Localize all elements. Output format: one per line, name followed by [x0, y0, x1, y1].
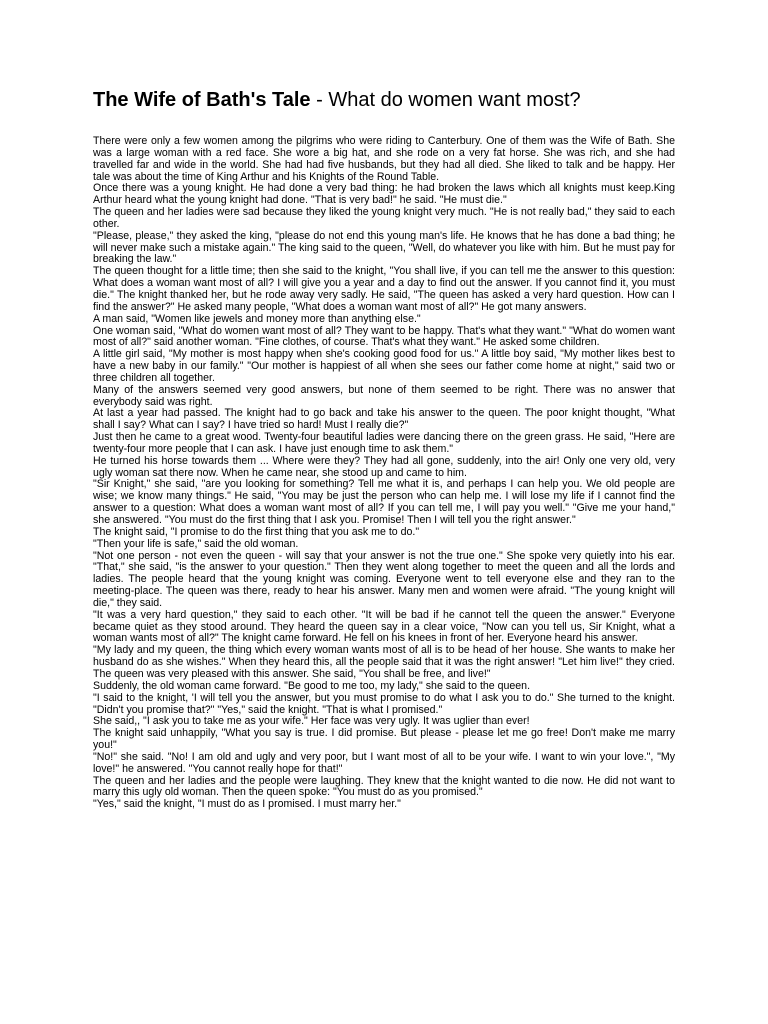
- paragraph: "Then your life is safe," said the old woman.: [93, 537, 299, 550]
- title-subtitle: - What do women want most?: [310, 89, 581, 111]
- story-body: [93, 136, 675, 811]
- paragraph: "It was a very hard question," they said to each other. "It will be bad if he cannot tell the queen the answer." Everyone became quiet as they stood around. They heard the queen say in a clear voice, "Now can you tell us, Sir Knight, what a woman wants most of all?" The knight came forward. He fell on his knees in front of her. Everyone heard his answer.: [93, 608, 675, 645]
- paragraph: Just then he came to a great wood. Twenty-four beautiful ladies were dancing there on the green grass. He said, "Here are twenty-four more people that I can ask. I have just enough time to ask them.": [93, 431, 675, 455]
- paragraph: A little girl said, "My mother is most happy when she's cooking good food for us." A little boy said, "My mother likes best to have a new baby in our family." "Our mother is happiest of all when she sees our father come home at night," said two or three children all together.: [93, 348, 675, 384]
- paragraph: "My lady and my queen, the thing which every woman wants most of all is to be head of her house. She wants to make her husband do as she wishes." When they heard this, all the people said that it was the right answer! "Let him live!" they cried. The queen was very pleased with this answer. She said, "You shall be free, and live!": [93, 644, 675, 680]
- paragraph: There were only a few women among the pilgrims who were riding to Canterbury. One of them was the Wife of Bath. She was a large woman with a red face. She wore a big hat, and she rode on a very fat horse. She was rich, and she had travelled far and wide in the world. She had had five husbands, but they had all died. She liked to talk and be happy. Her tale was about the time of King Arthur and his Knights of the Round Table.: [93, 135, 675, 183]
- paragraph: "Sir Knight," she said, "are you looking for something? Tell me what it is, and perhaps I can help you. We old people are wise; we know many things." He said, "You may be just the person who can help me. I will lose my life if I cannot find the answer to a question: What does a woman want most of all? If you can tell me, I will pay you well." "Give me your hand," she answered. "You must do the first thing that I ask you. Promise! Then I will tell you the right answer.": [93, 478, 675, 526]
- paragraph: The queen and her ladies were sad because they liked the young knight very much. "He is not really bad," they said to each other.: [93, 206, 675, 230]
- paragraph: He turned his horse towards them ... Where were they? They had all gone, suddenly, into the air! Only one very old, very ugly woman sat there now. When he came near, she stood up and came to him.: [93, 454, 675, 479]
- paragraph: "Yes," said the knight, "I must do as I promised. I must marry her.": [93, 798, 401, 811]
- paragraph: Suddenly, the old woman came forward. "Be good to me too, my lady," she said to the queen.: [93, 679, 531, 692]
- paragraph: The queen and her ladies and the people were laughing. They knew that the knight wanted to die now. He did not want to marry this ugly old woman. Then the queen spoke: "You must do as you promised.": [93, 774, 675, 799]
- paragraph: The knight said unhappily, "What you say is true. I did promise. But please - please let me go free! Don't make me marry you!": [93, 727, 675, 752]
- paragraph: At last a year had passed. The knight had to go back and take his answer to the queen. The poor knight thought, "What shall I say? What can I say? I have tried so hard! Must I really die?": [93, 407, 675, 432]
- paragraph: "No!" she said. "No! I am old and ugly and very poor, but I want most of all to be your wife. I want to win your love.", "My love!" he answered. "You cannot really hope for that!": [93, 750, 675, 775]
- paragraph: "I said to the knight, 'I will tell you the answer, but you must promise to do what I ask you to do." She turned to the knight. "Didn't you promise that?" "Yes," said the knight. "That is what I promised.": [93, 691, 675, 716]
- page-title: [93, 86, 675, 114]
- paragraph: Many of the answers seemed very good answers, but none of them seemed to be right. There was no answer that everybody said was right.: [93, 383, 675, 408]
- paragraph: The knight said, "I promise to do the first thing that you ask me to do.": [93, 525, 420, 538]
- paragraph: "Not one person - not even the queen - will say that your answer is not the true one." She spoke very quietly into his ear. "That," she said, "is the answer to your question." Then they went along together to meet the queen and all the lords and ladies. The people heard that the young knight was coming. Everyone went to tell everyone else and they ran to the meeting-place. The queen was there, ready to hear his answer. Many men and women were afraid. "The young knight will die," they said.: [93, 549, 675, 609]
- paragraph: "Please, please," they asked the king, "please do not end this young man's life. He knows that he has done a bad thing; he will never make such a mistake again." The king said to the queen, "Well, do whatever you like with him. But he must pay for breaking the law.": [93, 229, 675, 266]
- document-page: [93, 86, 675, 811]
- title-main: The Wife of Bath's Tale: [93, 89, 311, 111]
- paragraph: One woman said, "What do women want most of all? They want to be happy. That's what they want." "What do women want most of all?" said another woman. "Fine clothes, of course. That's what they want." He asked some children.: [93, 324, 675, 349]
- paragraph: She said,, "I ask you to take me as your wife." Her face was very ugly. It was uglier than ever!: [93, 715, 530, 728]
- paragraph: A man said, "Women like jewels and money more than anything else.": [93, 312, 421, 325]
- paragraph: Once there was a young knight. He had done a very bad thing: he had broken the laws which all knights must keep.King Arthur heard what the young knight had done. "That is very bad!" he said. "He must die.": [93, 182, 675, 207]
- paragraph: The queen thought for a little time; then she said to the knight, "You shall live, if you can tell me the answer to this question: What does a woman want most of all? I will give you a year and a day to find out the answer. If you cannot find it, you must die." The knight thanked her, but he rode away very sadly. He said, "The queen has asked a very hard question. How can I find the answer?" He asked many people, "What does a woman want most of all?" He got many answers.: [93, 265, 675, 313]
